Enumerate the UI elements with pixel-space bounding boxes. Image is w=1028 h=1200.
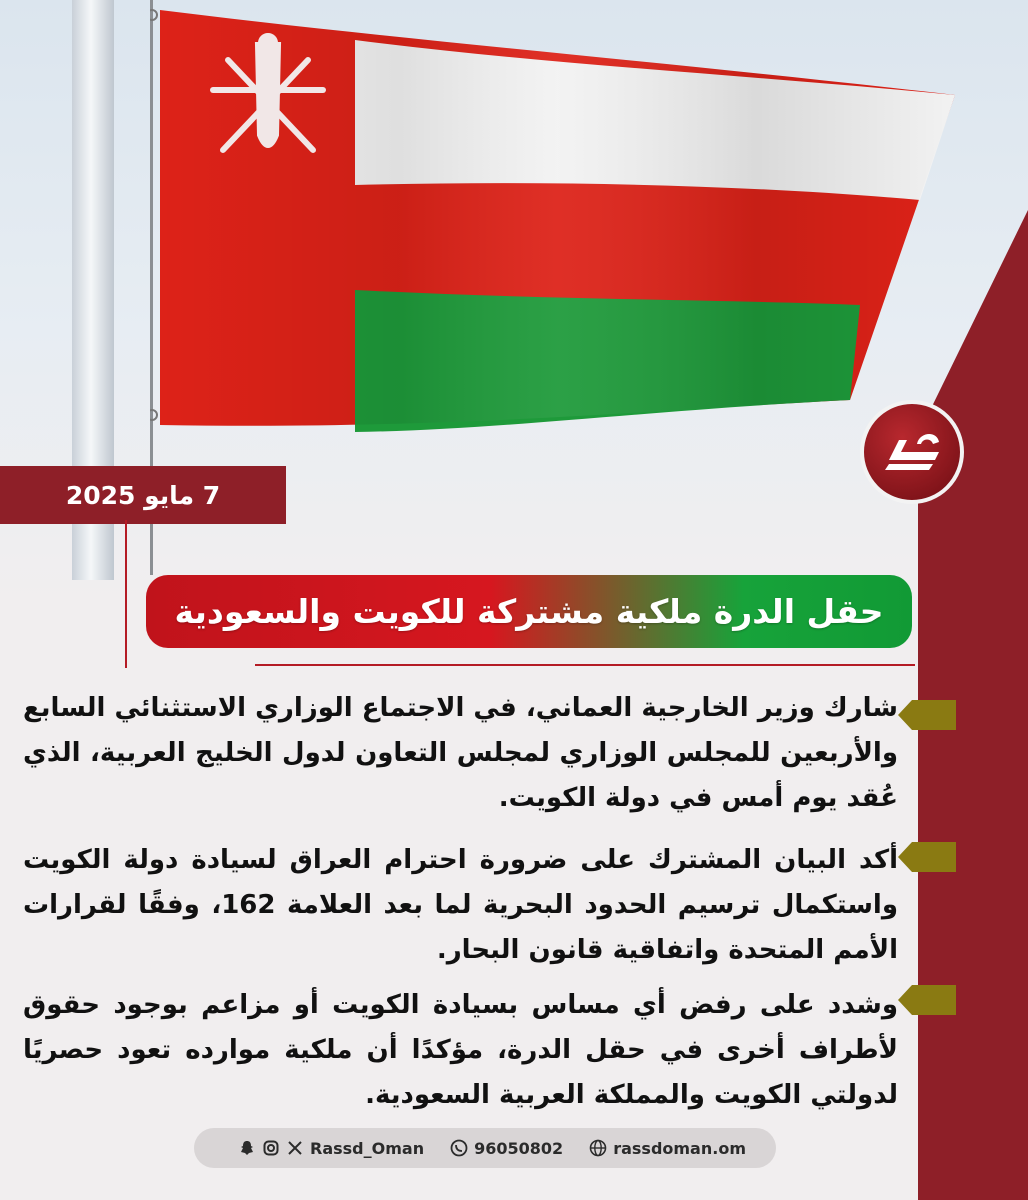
x-icon — [286, 1139, 304, 1157]
social-handle-item[interactable] — [238, 1139, 424, 1158]
paragraph-1: شارك وزير الخارجية العماني، في الاجتماع الوزاري الاستثنائي السابع والأربعين للمجلس الوزاري لمجلس التعاون لدول الخليج العربية، الذي عُقد يوم أمس في دولة الكويت. — [23, 693, 898, 813]
accent-rule-vertical — [125, 520, 127, 668]
whatsapp-icon — [450, 1139, 468, 1157]
snapchat-icon — [238, 1139, 256, 1157]
bullet-icon — [898, 700, 956, 730]
bullet-icon — [898, 842, 956, 872]
rassd-logo-mark — [877, 422, 947, 482]
social-handle-text: Rassd_Oman — [310, 1138, 425, 1158]
date-tag: 7 مايو 2025 — [0, 466, 286, 524]
headline-text: حقل الدرة ملكية مشتركة للكويت والسعودية — [174, 592, 884, 631]
paragraph-3: وشدد على رفض أي مساس بسيادة الكويت أو مزاعم بوجود حقوق لأطراف أخرى في حقل الدرة، مؤكدًا أن ملكية موارده تعود حصريًا لدولتي الكويت والمملكة العربية السعودية. — [23, 990, 898, 1110]
phone-item[interactable] — [450, 1139, 563, 1158]
globe-icon — [589, 1139, 607, 1157]
website-item[interactable] — [589, 1139, 746, 1158]
oman-flag — [150, 0, 970, 460]
instagram-icon — [262, 1139, 280, 1157]
bullet-icon — [898, 985, 956, 1015]
website-text: rassdoman.om — [613, 1138, 746, 1158]
footer-contact-bar — [194, 1128, 776, 1168]
phone-text: 96050802 — [474, 1138, 564, 1158]
headline-banner — [146, 575, 912, 648]
rassd-logo — [860, 400, 964, 504]
accent-rule-horizontal — [255, 664, 915, 666]
paragraph-2: أكد البيان المشترك على ضرورة احترام العراق لسيادة دولة الكويت واستكمال ترسيم الحدود البحرية لما بعد العلامة 162، وفقًا لقرارات الأمم المتحدة واتفاقية قانون البحار. — [23, 845, 898, 965]
